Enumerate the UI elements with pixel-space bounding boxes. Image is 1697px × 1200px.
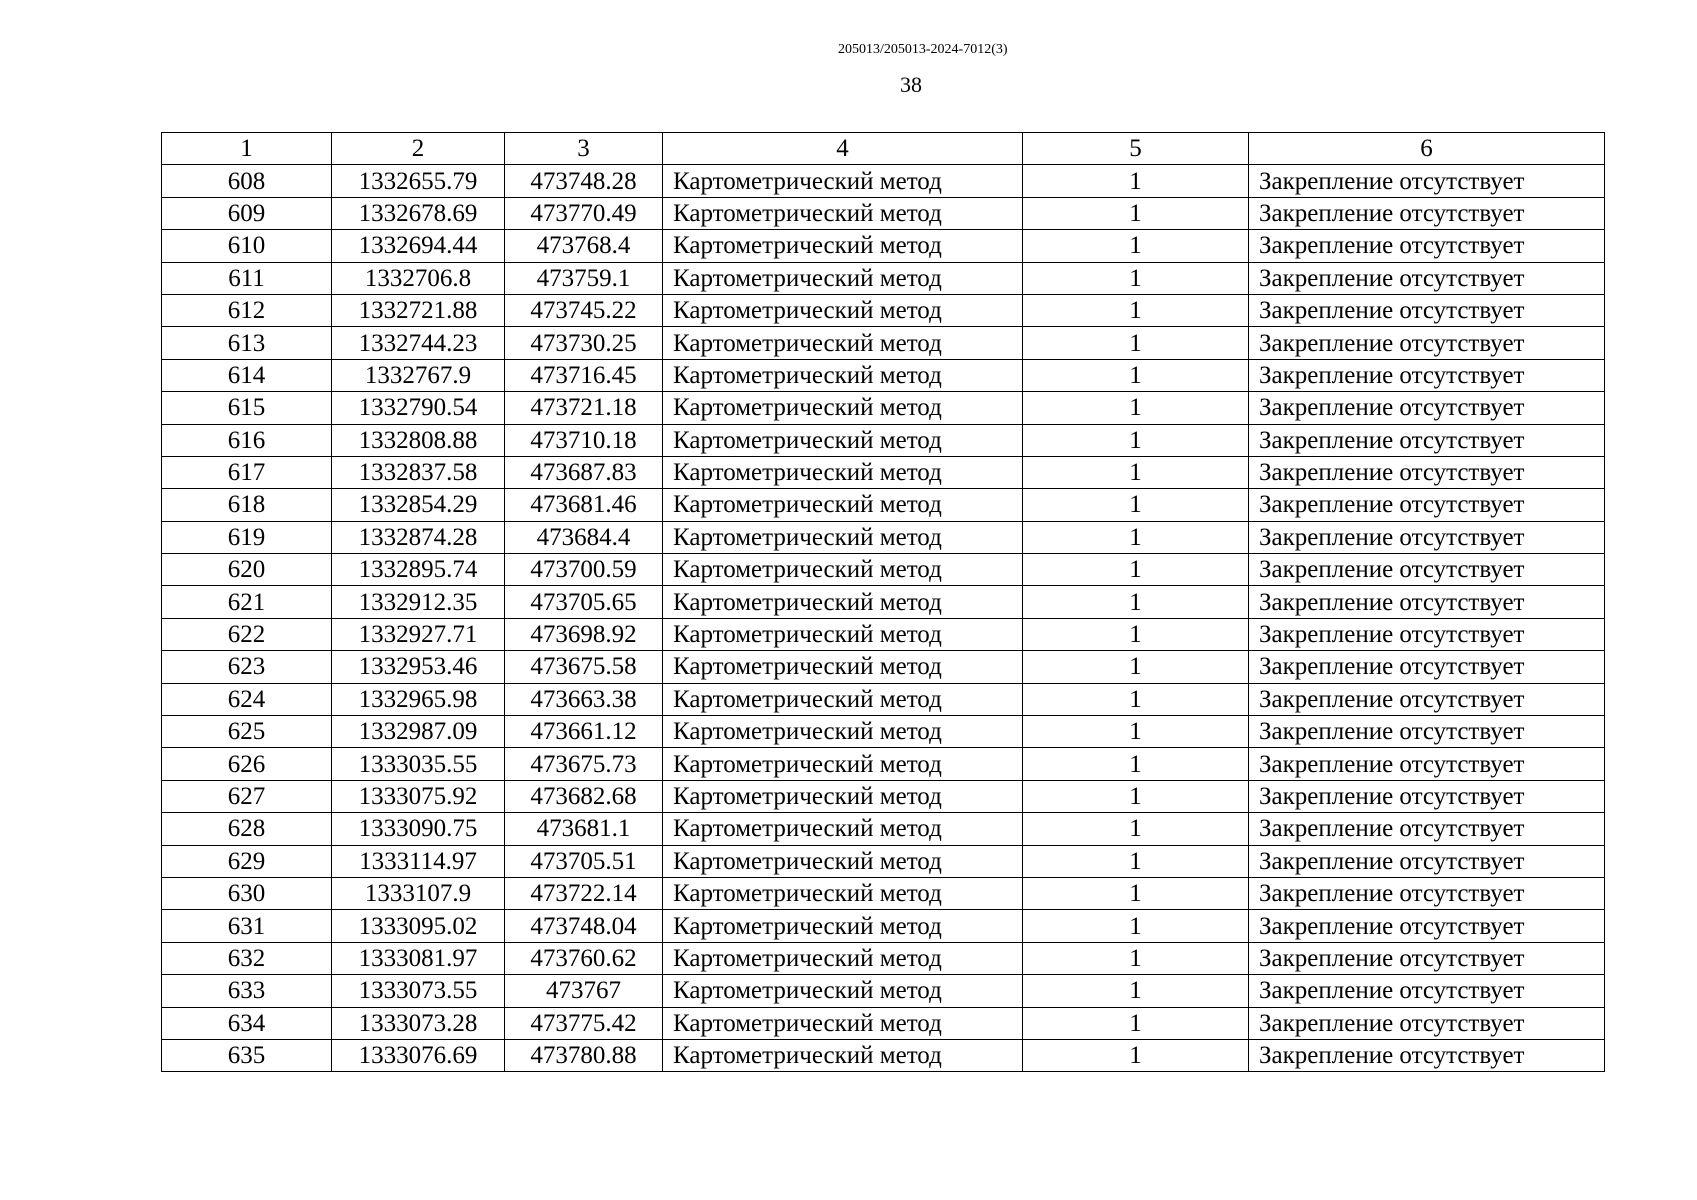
table-row [162, 424, 1605, 456]
y-coordinate-cell: 473780.88 [505, 1039, 663, 1071]
x-coordinate-cell: 1333073.55 [332, 975, 505, 1007]
column-header-2: 2 [332, 133, 505, 165]
y-coordinate-cell: 473684.4 [505, 521, 663, 553]
x-coordinate-cell: 1332678.69 [332, 197, 505, 229]
y-coordinate-cell: 473682.68 [505, 780, 663, 812]
y-coordinate-cell: 473716.45 [505, 359, 663, 391]
method-cell: Картометрический метод [663, 845, 1023, 877]
table-row [162, 942, 1605, 974]
table-row [162, 262, 1605, 294]
fixation-cell: Закрепление отсутствует [1249, 456, 1605, 488]
document-id-text: 205013/205013-2024-7012(3) [838, 42, 1008, 57]
y-coordinate-cell: 473721.18 [505, 392, 663, 424]
y-coordinate-cell: 473705.51 [505, 845, 663, 877]
point-number-cell: 632 [162, 942, 332, 974]
table-row [162, 294, 1605, 326]
x-coordinate-cell: 1332965.98 [332, 683, 505, 715]
point-number-cell: 626 [162, 748, 332, 780]
point-number-cell: 622 [162, 618, 332, 650]
fixation-cell: Закрепление отсутствует [1249, 1039, 1605, 1071]
method-cell: Картометрический метод [663, 554, 1023, 586]
point-number-cell: 629 [162, 845, 332, 877]
x-coordinate-cell: 1332987.09 [332, 716, 505, 748]
y-coordinate-cell: 473675.58 [505, 651, 663, 683]
method-cell: Картометрический метод [663, 1039, 1023, 1071]
x-coordinate-cell: 1333076.69 [332, 1039, 505, 1071]
x-coordinate-cell: 1332767.9 [332, 359, 505, 391]
table-row [162, 910, 1605, 942]
fixation-cell: Закрепление отсутствует [1249, 651, 1605, 683]
table-body [162, 133, 1605, 1072]
y-coordinate-cell: 473705.65 [505, 586, 663, 618]
x-coordinate-cell: 1332953.46 [332, 651, 505, 683]
y-coordinate-cell: 473675.73 [505, 748, 663, 780]
table-row [162, 813, 1605, 845]
table-row [162, 456, 1605, 488]
method-cell: Картометрический метод [663, 521, 1023, 553]
x-coordinate-cell: 1332744.23 [332, 327, 505, 359]
y-coordinate-cell: 473767 [505, 975, 663, 1007]
x-coordinate-cell: 1333035.55 [332, 748, 505, 780]
y-coordinate-cell: 473768.4 [505, 230, 663, 262]
y-coordinate-cell: 473687.83 [505, 456, 663, 488]
accuracy-cell: 1 [1023, 294, 1249, 326]
accuracy-cell: 1 [1023, 683, 1249, 715]
method-cell: Картометрический метод [663, 910, 1023, 942]
table-row [162, 716, 1605, 748]
y-coordinate-cell: 473748.04 [505, 910, 663, 942]
accuracy-cell: 1 [1023, 716, 1249, 748]
y-coordinate-cell: 473681.1 [505, 813, 663, 845]
page-number: 38 [900, 72, 922, 97]
point-number-cell: 614 [162, 359, 332, 391]
x-coordinate-cell: 1332895.74 [332, 554, 505, 586]
point-number-cell: 628 [162, 813, 332, 845]
point-number-cell: 627 [162, 780, 332, 812]
y-coordinate-cell: 473730.25 [505, 327, 663, 359]
method-cell: Картометрический метод [663, 262, 1023, 294]
method-cell: Картометрический метод [663, 942, 1023, 974]
x-coordinate-cell: 1333073.28 [332, 1007, 505, 1039]
column-header-4: 4 [663, 133, 1023, 165]
accuracy-cell: 1 [1023, 845, 1249, 877]
x-coordinate-cell: 1332927.71 [332, 618, 505, 650]
method-cell: Картометрический метод [663, 327, 1023, 359]
column-header-1: 1 [162, 133, 332, 165]
fixation-cell: Закрепление отсутствует [1249, 877, 1605, 909]
table-row [162, 683, 1605, 715]
point-number-cell: 621 [162, 586, 332, 618]
fixation-cell: Закрепление отсутствует [1249, 197, 1605, 229]
method-cell: Картометрический метод [663, 586, 1023, 618]
method-cell: Картометрический метод [663, 392, 1023, 424]
accuracy-cell: 1 [1023, 618, 1249, 650]
y-coordinate-cell: 473770.49 [505, 197, 663, 229]
table-row [162, 748, 1605, 780]
x-coordinate-cell: 1332912.35 [332, 586, 505, 618]
fixation-cell: Закрепление отсутствует [1249, 1007, 1605, 1039]
table-row [162, 554, 1605, 586]
accuracy-cell: 1 [1023, 165, 1249, 197]
x-coordinate-cell: 1332874.28 [332, 521, 505, 553]
method-cell: Картометрический метод [663, 651, 1023, 683]
point-number-cell: 613 [162, 327, 332, 359]
accuracy-cell: 1 [1023, 197, 1249, 229]
fixation-cell: Закрепление отсутствует [1249, 683, 1605, 715]
accuracy-cell: 1 [1023, 359, 1249, 391]
x-coordinate-cell: 1333114.97 [332, 845, 505, 877]
point-number-cell: 615 [162, 392, 332, 424]
x-coordinate-cell: 1333081.97 [332, 942, 505, 974]
method-cell: Картометрический метод [663, 780, 1023, 812]
y-coordinate-cell: 473663.38 [505, 683, 663, 715]
method-cell: Картометрический метод [663, 618, 1023, 650]
fixation-cell: Закрепление отсутствует [1249, 262, 1605, 294]
y-coordinate-cell: 473700.59 [505, 554, 663, 586]
fixation-cell: Закрепление отсутствует [1249, 489, 1605, 521]
accuracy-cell: 1 [1023, 910, 1249, 942]
table-row [162, 521, 1605, 553]
method-cell: Картометрический метод [663, 294, 1023, 326]
method-cell: Картометрический метод [663, 456, 1023, 488]
x-coordinate-cell: 1333107.9 [332, 877, 505, 909]
fixation-cell: Закрепление отсутствует [1249, 554, 1605, 586]
x-coordinate-cell: 1332808.88 [332, 424, 505, 456]
method-cell: Картометрический метод [663, 748, 1023, 780]
accuracy-cell: 1 [1023, 327, 1249, 359]
point-number-cell: 635 [162, 1039, 332, 1071]
point-number-cell: 616 [162, 424, 332, 456]
fixation-cell: Закрепление отсутствует [1249, 392, 1605, 424]
y-coordinate-cell: 473698.92 [505, 618, 663, 650]
fixation-cell: Закрепление отсутствует [1249, 521, 1605, 553]
point-number-cell: 617 [162, 456, 332, 488]
table-row [162, 877, 1605, 909]
table-row [162, 975, 1605, 1007]
x-coordinate-cell: 1332721.88 [332, 294, 505, 326]
table-row [162, 392, 1605, 424]
column-header-6: 6 [1249, 133, 1605, 165]
fixation-cell: Закрепление отсутствует [1249, 230, 1605, 262]
table-row [162, 359, 1605, 391]
accuracy-cell: 1 [1023, 262, 1249, 294]
x-coordinate-cell: 1332790.54 [332, 392, 505, 424]
point-number-cell: 634 [162, 1007, 332, 1039]
method-cell: Картометрический метод [663, 1007, 1023, 1039]
table-row [162, 845, 1605, 877]
method-cell: Картометрический метод [663, 424, 1023, 456]
accuracy-cell: 1 [1023, 748, 1249, 780]
fixation-cell: Закрепление отсутствует [1249, 975, 1605, 1007]
fixation-cell: Закрепление отсутствует [1249, 910, 1605, 942]
point-number-cell: 633 [162, 975, 332, 1007]
method-cell: Картометрический метод [663, 489, 1023, 521]
y-coordinate-cell: 473748.28 [505, 165, 663, 197]
y-coordinate-cell: 473759.1 [505, 262, 663, 294]
method-cell: Картометрический метод [663, 197, 1023, 229]
x-coordinate-cell: 1333090.75 [332, 813, 505, 845]
fixation-cell: Закрепление отсутствует [1249, 618, 1605, 650]
point-number-cell: 630 [162, 877, 332, 909]
fixation-cell: Закрепление отсутствует [1249, 716, 1605, 748]
method-cell: Картометрический метод [663, 359, 1023, 391]
accuracy-cell: 1 [1023, 975, 1249, 1007]
y-coordinate-cell: 473681.46 [505, 489, 663, 521]
method-cell: Картометрический метод [663, 230, 1023, 262]
y-coordinate-cell: 473710.18 [505, 424, 663, 456]
y-coordinate-cell: 473745.22 [505, 294, 663, 326]
method-cell: Картометрический метод [663, 813, 1023, 845]
point-number-cell: 631 [162, 910, 332, 942]
point-number-cell: 609 [162, 197, 332, 229]
fixation-cell: Закрепление отсутствует [1249, 813, 1605, 845]
fixation-cell: Закрепление отсутствует [1249, 748, 1605, 780]
fixation-cell: Закрепление отсутствует [1249, 327, 1605, 359]
method-cell: Картометрический метод [663, 165, 1023, 197]
point-number-cell: 624 [162, 683, 332, 715]
y-coordinate-cell: 473760.62 [505, 942, 663, 974]
point-number-cell: 623 [162, 651, 332, 683]
x-coordinate-cell: 1332854.29 [332, 489, 505, 521]
accuracy-cell: 1 [1023, 813, 1249, 845]
x-coordinate-cell: 1332837.58 [332, 456, 505, 488]
table-row [162, 618, 1605, 650]
accuracy-cell: 1 [1023, 586, 1249, 618]
accuracy-cell: 1 [1023, 651, 1249, 683]
fixation-cell: Закрепление отсутствует [1249, 845, 1605, 877]
y-coordinate-cell: 473661.12 [505, 716, 663, 748]
fixation-cell: Закрепление отсутствует [1249, 294, 1605, 326]
accuracy-cell: 1 [1023, 424, 1249, 456]
column-header-5: 5 [1023, 133, 1249, 165]
point-number-cell: 619 [162, 521, 332, 553]
accuracy-cell: 1 [1023, 877, 1249, 909]
fixation-cell: Закрепление отсутствует [1249, 424, 1605, 456]
x-coordinate-cell: 1332655.79 [332, 165, 505, 197]
column-header-3: 3 [505, 133, 663, 165]
point-number-cell: 608 [162, 165, 332, 197]
x-coordinate-cell: 1333075.92 [332, 780, 505, 812]
fixation-cell: Закрепление отсутствует [1249, 165, 1605, 197]
x-coordinate-cell: 1333095.02 [332, 910, 505, 942]
y-coordinate-cell: 473775.42 [505, 1007, 663, 1039]
accuracy-cell: 1 [1023, 521, 1249, 553]
accuracy-cell: 1 [1023, 392, 1249, 424]
method-cell: Картометрический метод [663, 975, 1023, 1007]
point-number-cell: 611 [162, 262, 332, 294]
table-row [162, 230, 1605, 262]
accuracy-cell: 1 [1023, 489, 1249, 521]
table-row [162, 489, 1605, 521]
accuracy-cell: 1 [1023, 942, 1249, 974]
fixation-cell: Закрепление отсутствует [1249, 586, 1605, 618]
table-row [162, 165, 1605, 197]
x-coordinate-cell: 1332694.44 [332, 230, 505, 262]
y-coordinate-cell: 473722.14 [505, 877, 663, 909]
table-row [162, 651, 1605, 683]
point-number-cell: 612 [162, 294, 332, 326]
accuracy-cell: 1 [1023, 456, 1249, 488]
fixation-cell: Закрепление отсутствует [1249, 942, 1605, 974]
accuracy-cell: 1 [1023, 554, 1249, 586]
coordinates-table [161, 132, 1605, 1072]
accuracy-cell: 1 [1023, 780, 1249, 812]
table-row [162, 780, 1605, 812]
point-number-cell: 618 [162, 489, 332, 521]
point-number-cell: 610 [162, 230, 332, 262]
point-number-cell: 620 [162, 554, 332, 586]
accuracy-cell: 1 [1023, 230, 1249, 262]
table-row [162, 1039, 1605, 1071]
accuracy-cell: 1 [1023, 1007, 1249, 1039]
table-row [162, 327, 1605, 359]
method-cell: Картометрический метод [663, 716, 1023, 748]
accuracy-cell: 1 [1023, 1039, 1249, 1071]
table-row [162, 1007, 1605, 1039]
method-cell: Картометрический метод [663, 877, 1023, 909]
table-row [162, 586, 1605, 618]
method-cell: Картометрический метод [663, 683, 1023, 715]
table-header-row [162, 133, 1605, 165]
x-coordinate-cell: 1332706.8 [332, 262, 505, 294]
fixation-cell: Закрепление отсутствует [1249, 780, 1605, 812]
table-row [162, 197, 1605, 229]
point-number-cell: 625 [162, 716, 332, 748]
fixation-cell: Закрепление отсутствует [1249, 359, 1605, 391]
